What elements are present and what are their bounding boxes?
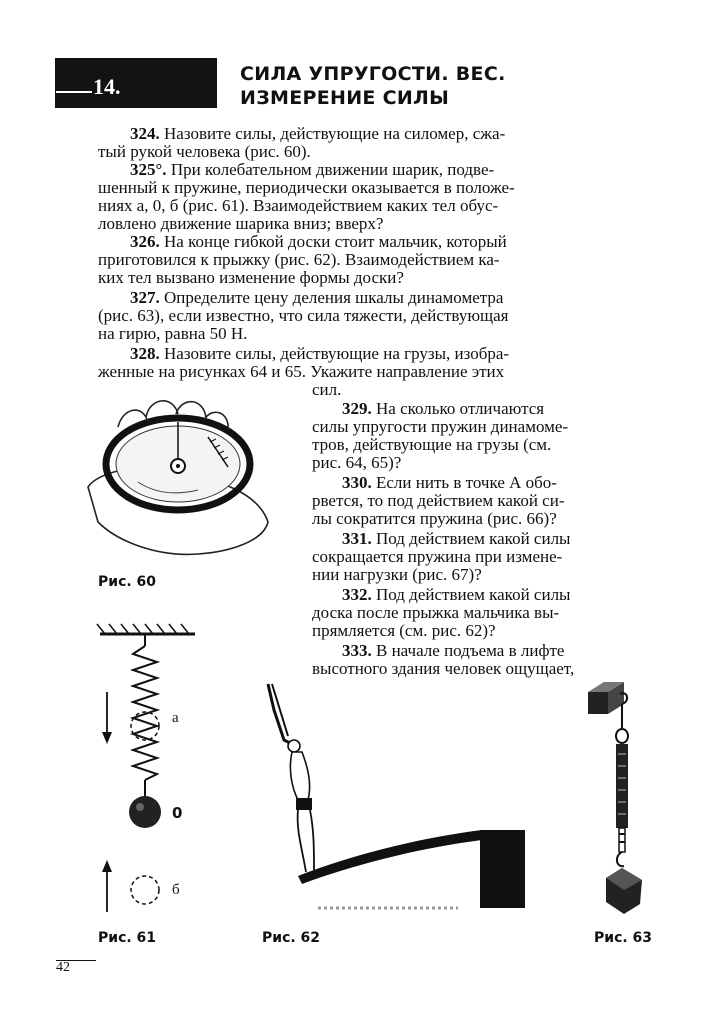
- problem-number: 332.: [342, 585, 372, 604]
- chapter-number-box: [55, 58, 217, 108]
- chapter-title-line-1: СИЛА УПРУГОСТИ. ВЕС.: [240, 63, 506, 85]
- figure-61-label-a: а: [172, 710, 179, 726]
- problem-number: 325°.: [130, 160, 167, 179]
- problem-number: 328.: [130, 344, 160, 363]
- figure-60-caption: Рис. 60: [98, 574, 157, 590]
- problem-326-line-1: [130, 233, 507, 251]
- figure-61-spring-pendulum: [95, 622, 205, 922]
- problem-324-line-2: тый рукой человека (рис. 60).: [98, 142, 311, 161]
- problem-text: На конце гибкой доски стоит мальчик, который: [159, 232, 507, 251]
- problem-329-line-1: [342, 400, 544, 418]
- chapter-number: 14.: [93, 74, 121, 99]
- problem-329-line-2: силы упругости пружин динамоме-: [312, 417, 569, 436]
- problem-332-line-1: [342, 586, 570, 604]
- problem-329-line-3: тров, действующие на грузы (см.: [312, 435, 552, 454]
- problem-331-line-3: нии нагрузки (рис. 67)?: [312, 565, 482, 584]
- figure-63-caption: Рис. 63: [594, 930, 653, 946]
- problem-330-line-3: лы сократится пружина (рис. 66)?: [312, 509, 557, 528]
- problem-text: На сколько отличаются: [371, 399, 545, 418]
- problem-327-line-1: [130, 289, 503, 307]
- figure-61-label-b: б: [172, 882, 180, 898]
- problem-328-line-3: сил.: [312, 380, 342, 399]
- figure-61-label-0: 0: [172, 804, 183, 822]
- problem-330-line-2: рвется, то под действием какой си-: [312, 491, 565, 510]
- problem-325-line-3: ниях а, 0, б (рис. 61). Взаимодействием каких тел обус-: [98, 196, 499, 215]
- problem-text: Под действием какой силы: [371, 585, 571, 604]
- problem-number: 327.: [130, 288, 160, 307]
- problem-330-line-1: [342, 474, 557, 492]
- problem-326-line-3: ких тел вызвано изменение формы доски?: [98, 268, 404, 287]
- problem-332-line-3: прямляется (см. рис. 62)?: [312, 621, 496, 640]
- chapter-title-line-2: ИЗМЕРЕНИЕ СИЛЫ: [240, 87, 450, 109]
- problem-text: Если нить в точке А обо-: [371, 473, 557, 492]
- problem-328-line-2: женные на рисунках 64 и 65. Укажите направление этих: [98, 362, 505, 381]
- problem-325-line-2: шенный к пружине, периодически оказывается в положе-: [98, 178, 515, 197]
- problem-332-line-2: доска после прыжка мальчика вы-: [312, 603, 560, 622]
- problem-number: 330.: [342, 473, 372, 492]
- problem-327-line-2: (рис. 63), если известно, что сила тяжести, действующая: [98, 306, 509, 325]
- problem-329-line-4: рис. 64, 65)?: [312, 453, 402, 472]
- problem-327-line-3: на гирю, равна 50 Н.: [98, 324, 248, 343]
- problem-number: 331.: [342, 529, 372, 548]
- chapter-title: [240, 62, 506, 110]
- figure-62-caption: Рис. 62: [262, 930, 321, 946]
- problem-324-line-1: [130, 125, 505, 143]
- problem-325-line-1: [130, 161, 494, 179]
- problem-331-line-2: сокращается пружина при измене-: [312, 547, 563, 566]
- problem-text: Определите цену деления шкалы динамометра: [159, 288, 504, 307]
- problem-text: При колебательном движении шарик, подве-: [166, 160, 495, 179]
- figure-62-diving-board: [258, 680, 528, 920]
- problem-number: 324.: [130, 124, 160, 143]
- problem-text: Под действием какой силы: [371, 529, 571, 548]
- problem-text: Назовите силы, действующие на силомер, сжа-: [159, 124, 506, 143]
- problem-328-line-1: [130, 345, 509, 363]
- problem-text: Назовите силы, действующие на грузы, изобра-: [159, 344, 510, 363]
- problem-326-line-2: приготовился к прыжку (рис. 62). Взаимодействием ка-: [98, 250, 500, 269]
- problem-333-line-1: [342, 642, 564, 660]
- figure-63-dynamometer: [580, 680, 660, 920]
- page-number: 42: [56, 960, 70, 975]
- problem-number: 329.: [342, 399, 372, 418]
- problem-333-line-2: высотного здания человек ощущает,: [312, 659, 575, 678]
- problem-number: 333.: [342, 641, 372, 660]
- figure-60-hand-dynamometer: [78, 392, 278, 572]
- figure-61-caption: Рис. 61: [98, 930, 157, 946]
- problem-331-line-1: [342, 530, 570, 548]
- problem-325-line-4: ловлено движение шарика вниз; вверх?: [98, 214, 384, 233]
- problem-number: 326.: [130, 232, 160, 251]
- problem-text: В начале подъема в лифте: [371, 641, 565, 660]
